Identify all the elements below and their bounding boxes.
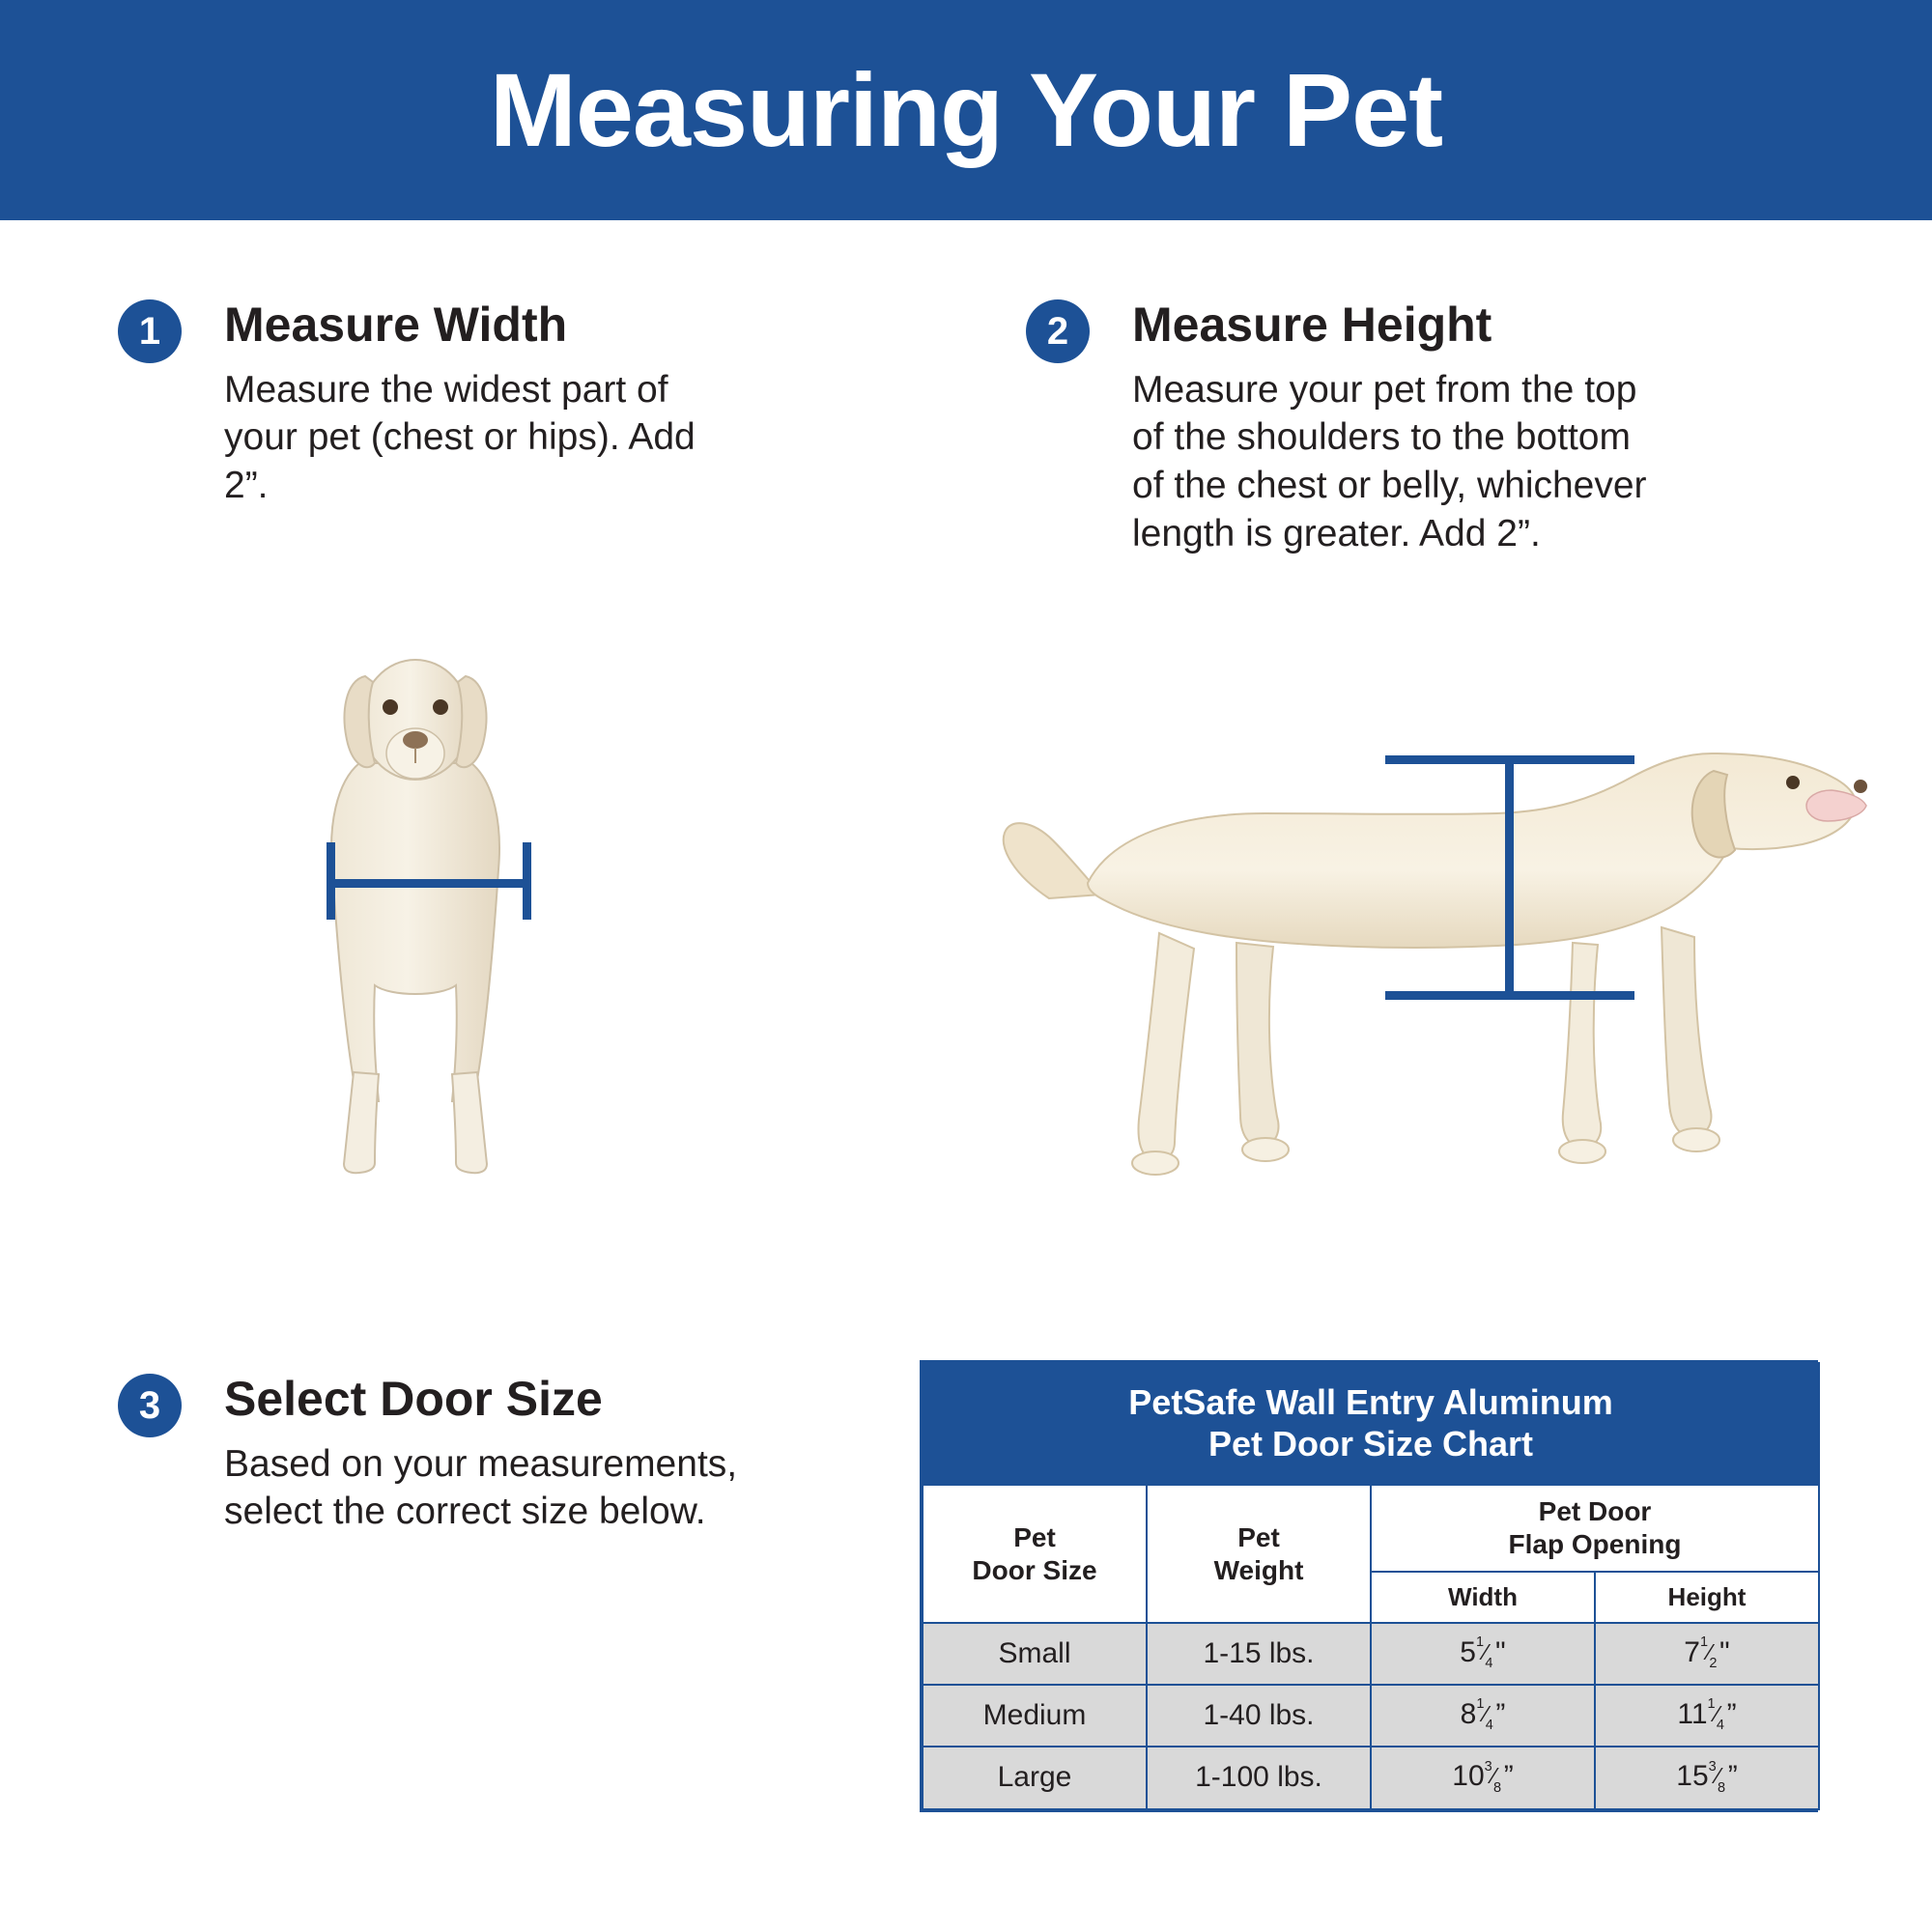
chart-header-row-1 bbox=[923, 1485, 1819, 1571]
header-flap-height: Height bbox=[1595, 1572, 1819, 1623]
header-flap-opening-group bbox=[1371, 1485, 1819, 1571]
height-bracket-vertical bbox=[1505, 755, 1514, 1000]
step-number-badge-1: 1 bbox=[118, 299, 182, 363]
row-large-weight: 1-100 lbs. bbox=[1147, 1747, 1371, 1808]
step-select-door-size bbox=[118, 1374, 784, 1536]
row-medium-weight: 1-40 lbs. bbox=[1147, 1685, 1371, 1747]
row-small-flap-height: $7^1⁄_2$" bbox=[1595, 1623, 1819, 1685]
step-3-text: Based on your measurements, select the correct size below. bbox=[224, 1442, 738, 1533]
step-1-text: Measure the widest part of your pet (chest or hips). Add 2”. bbox=[224, 368, 696, 507]
step-1-title: Measure Width bbox=[224, 298, 568, 352]
header-flap-line2: Flap Opening bbox=[1508, 1528, 1682, 1559]
row-large-size: Large bbox=[923, 1747, 1147, 1808]
step-3-title: Select Door Size bbox=[224, 1372, 603, 1426]
header-weight-line2: Weight bbox=[1213, 1554, 1304, 1585]
table-row bbox=[923, 1685, 1819, 1747]
header-flap-line1: Pet Door bbox=[1538, 1496, 1652, 1527]
header-flap-width: Width bbox=[1371, 1572, 1595, 1623]
header-pet-door-size bbox=[923, 1485, 1147, 1622]
step-measure-height bbox=[1026, 299, 1663, 558]
row-large-flap-height: $15^3⁄_8$” bbox=[1595, 1747, 1819, 1808]
row-medium-size: Medium bbox=[923, 1685, 1147, 1747]
step-number-badge-2: 2 bbox=[1026, 299, 1090, 363]
row-medium-flap-width: $8^1⁄_4$” bbox=[1371, 1685, 1595, 1747]
header-weight-line1: Pet bbox=[1237, 1521, 1280, 1552]
chart-title-cell bbox=[923, 1363, 1819, 1485]
header-pet-weight bbox=[1147, 1485, 1371, 1622]
dog-side-illustration bbox=[995, 609, 1884, 1236]
width-bracket-right-cap bbox=[523, 842, 531, 920]
header-size-line2: Door Size bbox=[972, 1554, 1097, 1585]
height-bracket-bottom-bar bbox=[1385, 991, 1634, 1000]
step-measure-width bbox=[118, 299, 717, 510]
size-chart bbox=[920, 1360, 1818, 1812]
table-row bbox=[923, 1623, 1819, 1685]
row-small-size: Small bbox=[923, 1623, 1147, 1685]
header-banner bbox=[0, 0, 1932, 220]
header-size-line1: Pet bbox=[1013, 1521, 1056, 1552]
page-title: Measuring Your Pet bbox=[489, 51, 1443, 168]
row-large-flap-width: $10^3⁄_8$” bbox=[1371, 1747, 1595, 1808]
chart-title-row bbox=[923, 1363, 1819, 1485]
step-2-text: Measure your pet from the top of the shoulders to the bottom of the chest or belly, whichever length is greater. Add 2”. bbox=[1132, 368, 1647, 555]
step-number-badge-3: 3 bbox=[118, 1374, 182, 1437]
step-2-title: Measure Height bbox=[1132, 298, 1492, 352]
table-row bbox=[923, 1747, 1819, 1808]
width-bracket-bar bbox=[327, 879, 531, 888]
row-small-flap-width: $5^1⁄_4$" bbox=[1371, 1623, 1595, 1685]
row-small-weight: 1-15 lbs. bbox=[1147, 1623, 1371, 1685]
chart-title-line1: PetSafe Wall Entry Aluminum bbox=[1128, 1382, 1613, 1422]
chart-title-line2: Pet Door Size Chart bbox=[1208, 1424, 1534, 1464]
row-medium-flap-height: $11^1⁄_4$” bbox=[1595, 1685, 1819, 1747]
size-chart-table bbox=[922, 1362, 1820, 1810]
